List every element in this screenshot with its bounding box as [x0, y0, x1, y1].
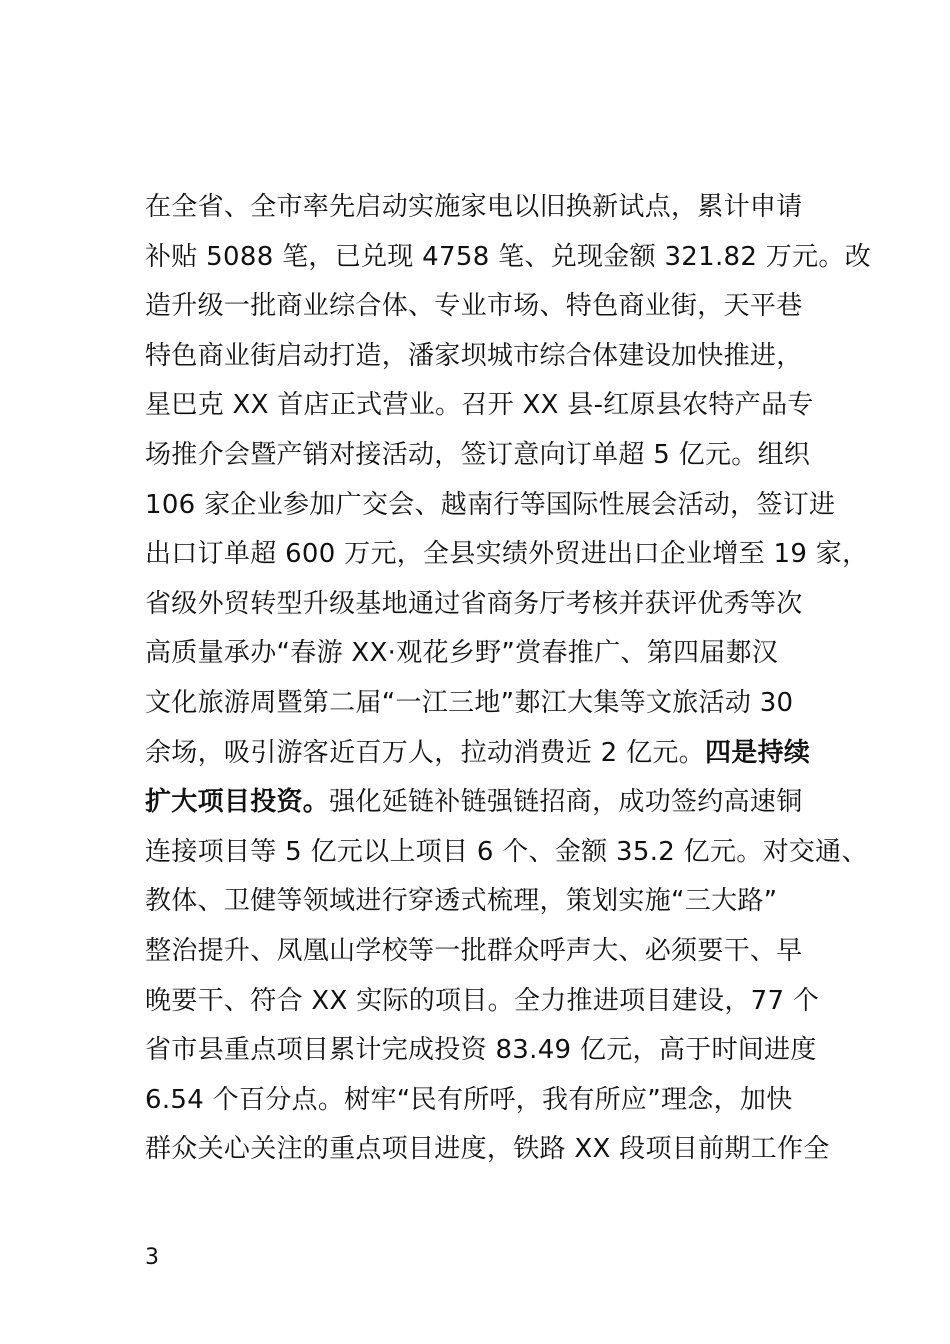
text-line: [145, 1076, 835, 1126]
text-segment: 6.54 个百分点。树牢“民有所呼，我有所应”理念，加快: [145, 1084, 793, 1115]
text-segment: 出口订单超 600 万元，全县实绩外贸进出口企业增至 19 家，: [145, 539, 869, 570]
text-line: [145, 778, 835, 828]
text-segment: 余场，吸引游客近百万人，拉动消费近 2 亿元。: [145, 737, 705, 768]
text-segment: 造升级一批商业综合体、专业市场、特色商业街，天平巷: [145, 291, 803, 322]
text-line: [145, 431, 835, 481]
text-segment: 晚要干、符合 XX 实际的项目。全力推进项目建设，77 个: [145, 985, 820, 1016]
text-line: [145, 629, 835, 679]
text-line: [145, 183, 835, 233]
text-segment: 整治提升、凤凰山学校等一批群众呼声大、必须要干、早: [145, 935, 803, 966]
text-segment: 场推介会暨产销对接活动，签订意向订单超 5 亿元。组织: [145, 439, 811, 470]
bold-heading-segment: 四是持续: [704, 737, 811, 768]
text-segment: 强化延链补链强链招商，成功签约高速铜: [329, 787, 803, 818]
text-line: [145, 927, 835, 977]
text-segment: 文化旅游周暨第二届“一江三地”郪江大集等文旅活动 30: [145, 687, 794, 718]
text-segment: 星巴克 XX 首店正式营业。召开 XX 县-红原县农特产品专: [145, 390, 814, 421]
text-line: [145, 381, 835, 431]
text-segment: 在全省、全市率先启动实施家电以旧换新试点，累计申请: [145, 192, 803, 222]
bold-heading-segment: 扩大项目投资。: [145, 787, 330, 818]
text-segment: 106 家企业参加广交会、越南行等国际性展会活动，签订进: [145, 489, 836, 520]
text-segment: 省级外贸转型升级基地通过省商务厅考核并获评优秀等次: [145, 588, 803, 619]
text-line: [145, 233, 871, 283]
text-segment: 连接项目等 5 亿元以上项目 6 个、金额 35.2 亿元。对交通、: [145, 836, 868, 867]
text-line: [145, 729, 835, 779]
text-line: [145, 580, 835, 630]
text-line: [145, 679, 835, 729]
text-line: [145, 530, 869, 580]
text-segment: 特色商业街启动打造，潘家坝城市综合体建设加快推进，: [145, 340, 803, 371]
text-line: [145, 877, 835, 927]
text-segment: 群众关心关注的重点项目进度，铁路 XX 段项目前期工作全: [145, 1134, 830, 1165]
text-line: [145, 977, 835, 1027]
text-line: [145, 1125, 835, 1175]
text-line: [145, 828, 868, 878]
page-number: 3: [145, 1245, 159, 1270]
text-segment: 补贴 5088 笔，已兑现 4758 笔、兑现金额 321.82 万元。改: [145, 241, 871, 272]
text-line: [145, 481, 835, 531]
body-paragraph: [145, 183, 871, 1175]
text-segment: 高质量承办“春游 XX·观花乡野”赏春推广、第四届郪汉: [145, 638, 779, 669]
text-segment: 教体、卫健等领域进行穿透式梳理，策划实施“三大路”: [145, 886, 778, 917]
text-line: [145, 1026, 835, 1076]
text-line: [145, 332, 835, 382]
text-line: [145, 282, 835, 332]
text-segment: 省市县重点项目累计完成投资 83.49 亿元，高于时间进度: [145, 1035, 817, 1066]
